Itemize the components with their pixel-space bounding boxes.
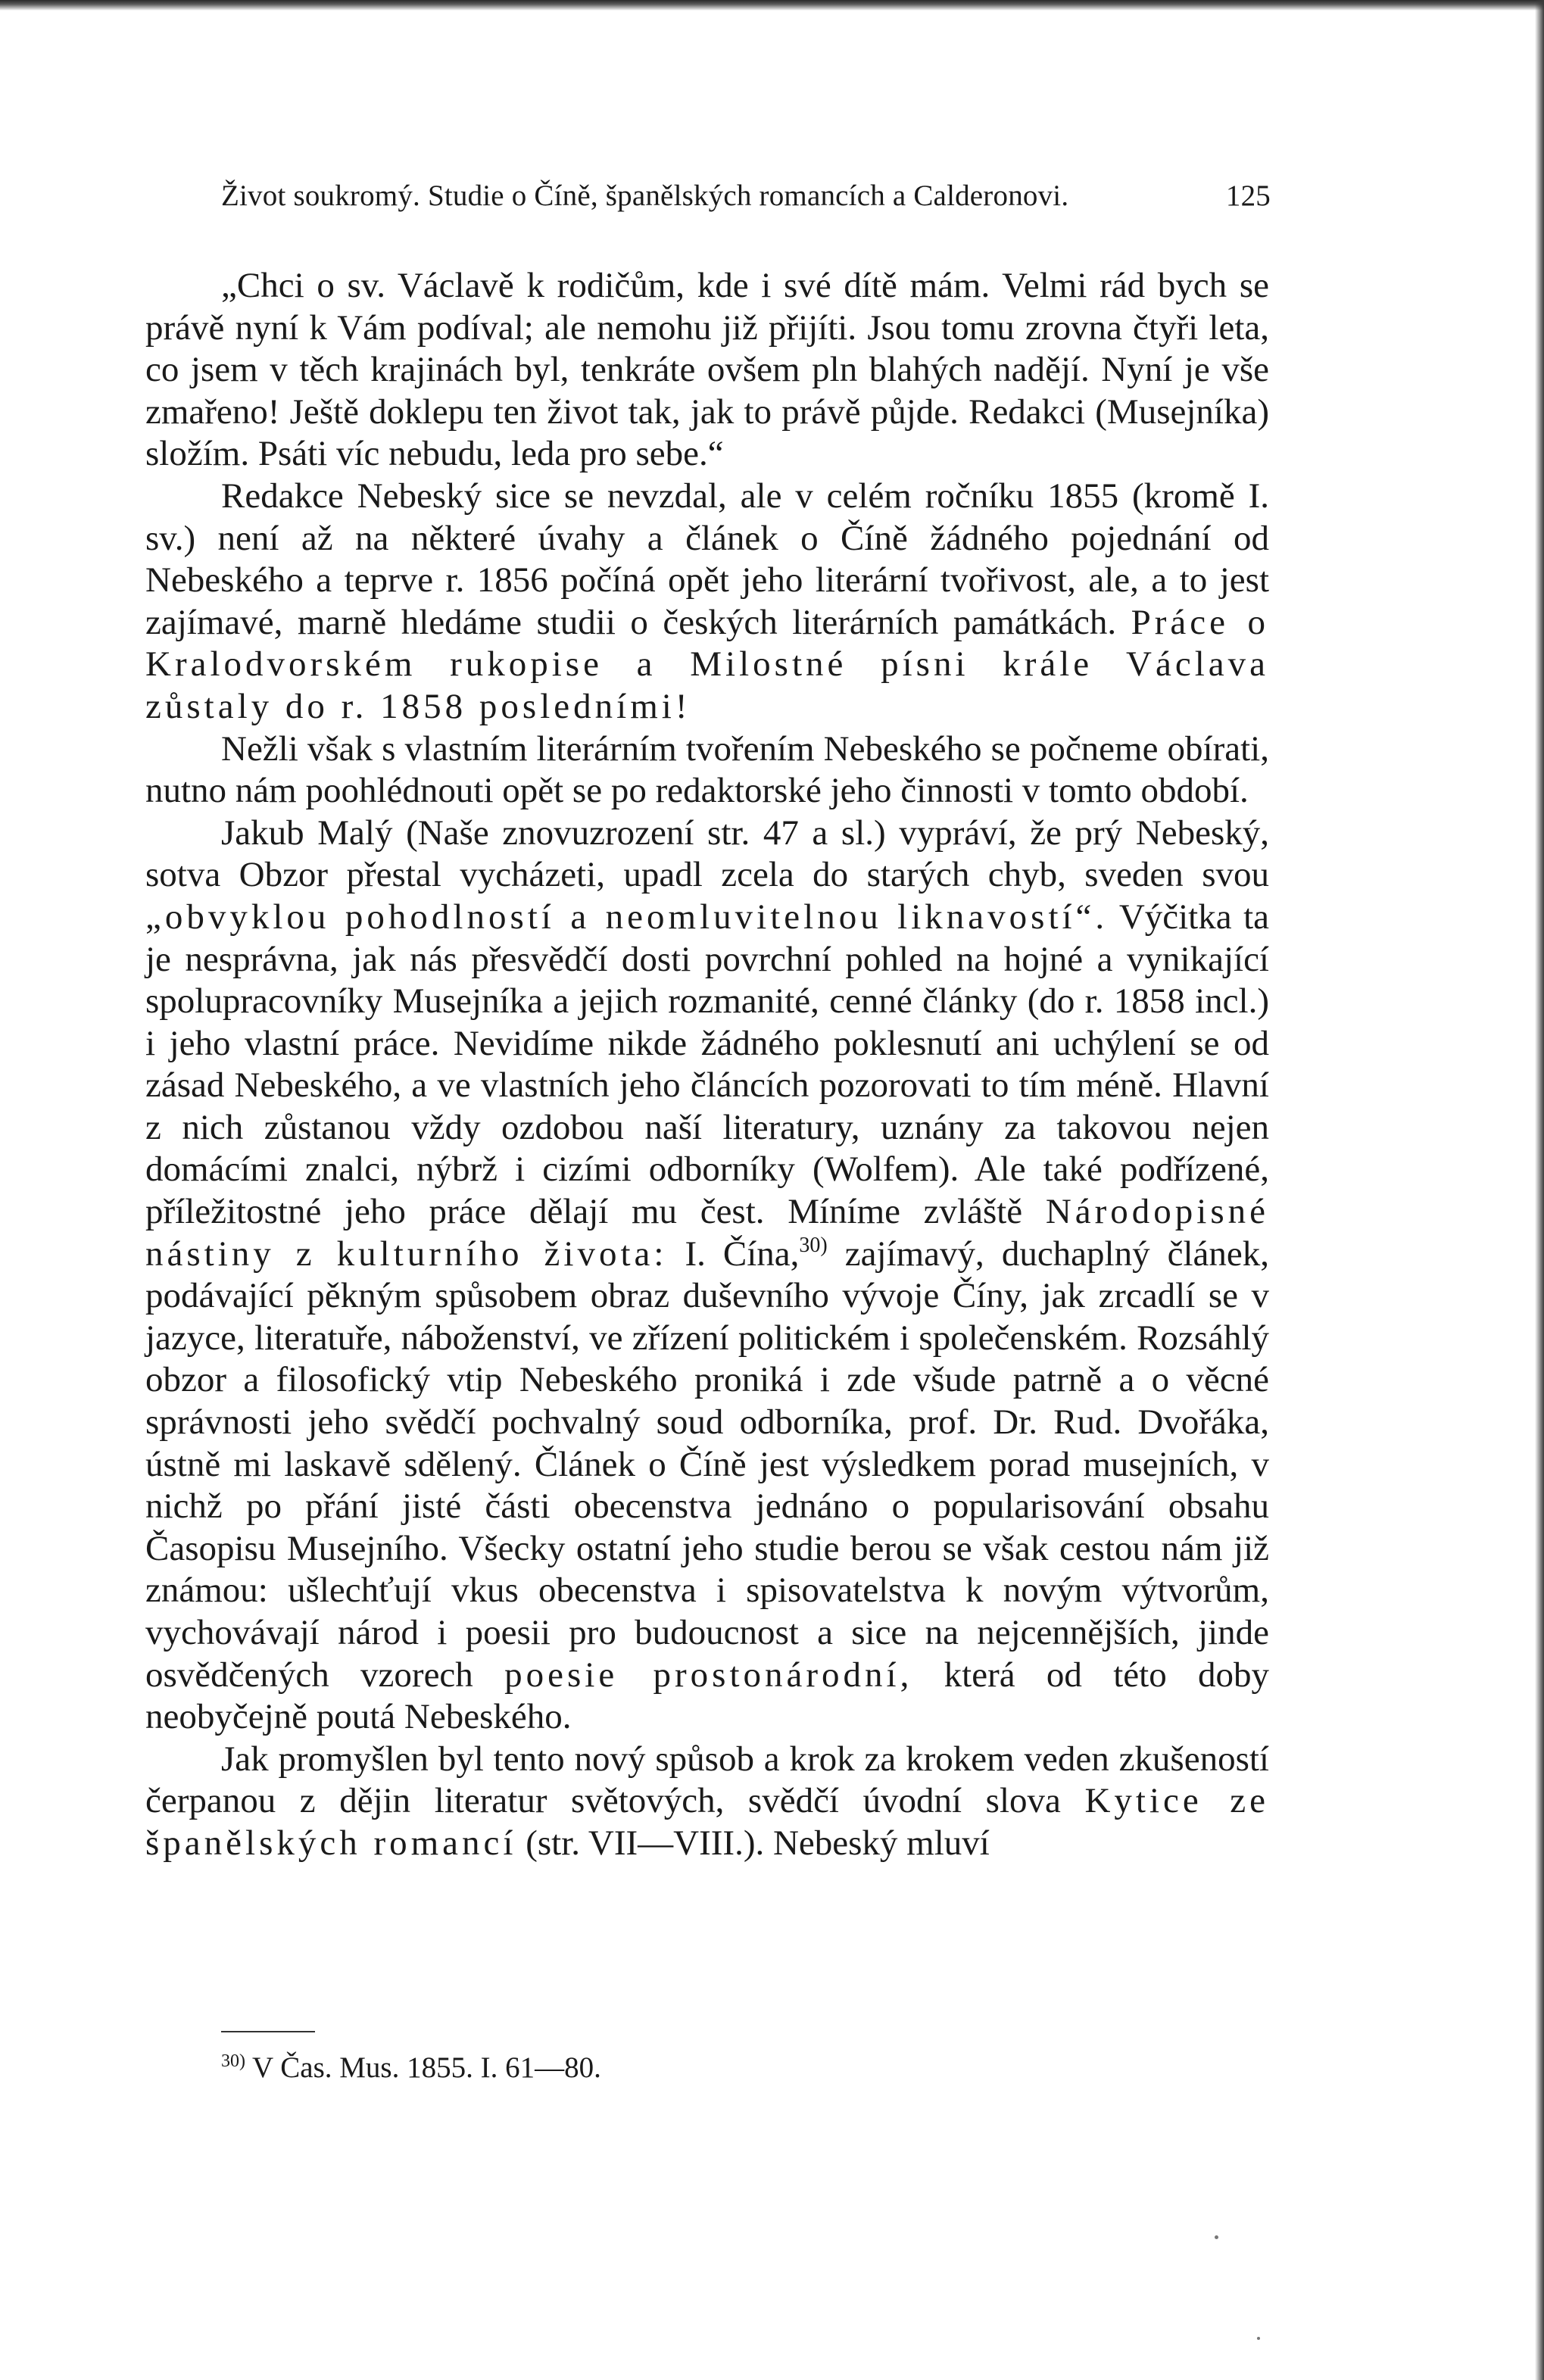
paragraph-jak — [145, 1739, 1269, 1865]
scan-speck — [1257, 2337, 1260, 2340]
spaced-emphasis: Národopisné nástiny z kulturního života: — [145, 1192, 1270, 1274]
paragraph-maly — [145, 813, 1269, 1739]
footnote-marker: 30) — [221, 2051, 245, 2071]
spaced-emphasis: poesie prostonárodní, — [504, 1655, 913, 1695]
scan-speck — [1215, 2235, 1218, 2239]
paragraph-text: zajímavý, duchaplný článek, podávající pěkným spůsobem obraz duševního vývoje Číny, jak zrcadlí se v jazyce, literatuře, náboženství, ve zřízení politickém i společenském. Rozsáhlý obzor a filosofický vtip Nebeského proniká i zde všude patrně a o věcné správnosti jeho svědčí pochvalný soud odborníka, prof. Dr. Rud. Dvořáka, ústně mi laskavě sdělený. Článek o Číně jest výsledkem porad musejních, v nichž po přání jisté části obecenstva jednáno o popularisování obsahu Časopisu Musejního. Všecky ostatní jeho studie berou se však cestou nám již známou: ušlechťují vkus obecenstva i spisovatelstva k novým výtvorům, vychovávají národ i poesii pro budoucnost a sice na nejcennějších, jinde osvědčených vzorech — [145, 1234, 1270, 1695]
quote-text: „Chci o sv. Václavě k rodičům, kde i své dítě mám. Velmi rád bych se právě nyní k Vám podíval; ale nemohu již přijíti. Jsou tomu zrovna čtyři leta, co jsem v těch krajinách byl, tenkráte ovšem pln blahých nadějí. Nyní je vše zmařeno! Ještě doklepu ten život tak, jak to právě půjde. Redakci (Musejníka) složím. Psáti víc nebudu, leda pro sebe.“ — [145, 266, 1269, 474]
paragraph-text: (str. VII—VIII.). Nebeský mluví — [526, 1823, 990, 1863]
spaced-emphasis: „obvyklou pohodlností a neomluvitelnou liknavostí“. — [145, 897, 1109, 937]
paragraph-redakce — [145, 476, 1269, 728]
paragraph-text: Výčitka ta je nesprávna, jak nás přesvědčí dosti povrchní pohled na hojné a vynikající spolupracovníky Musejníka a jejich rozmanité, cenné články (do r. 1858 incl.) i jeho vlastní práce. Nevidíme nikde žádného poklesnutí ani uchýlení se od zásad Nebeského, a ve vlastních jeho článcích pozorovati to tím méně. Hlavní z nich zůstanou vždy ozdobou naší literatury, uznány za takovou nejen domácími znalci, nýbrž i cizími odborníky (Wolfem). Ale také podřízené, příležitostné jeho práce dělají mu čest. Míníme zvláště — [145, 897, 1269, 1232]
spaced-emphasis: Práce o Kralodvorském rukopise a Milostné písni krále Václava zůstaly do r. 1858 posledními! — [145, 602, 1269, 726]
spaced-emphasis: Kytice ze španělských romancí — [145, 1781, 1269, 1863]
scan-edge-right — [1535, 0, 1544, 2380]
paragraph-text: I. Čína, — [685, 1234, 800, 1274]
paragraph-text: která od této doby neobyčejně poutá Nebeského. — [145, 1655, 1270, 1737]
paragraph-quote — [145, 265, 1269, 476]
paragraph-text: Jak promyšlen byl tento nový spůsob a krok za krokem veden zkušeností čerpanou z dějin literatur světových, svědčí úvodní slova — [145, 1739, 1269, 1821]
running-header — [145, 174, 1269, 227]
running-title: Život soukromý. Studie o Číně, španělských romancích a Calderonovi. — [221, 179, 1069, 212]
paragraph-text: Redakce Nebeský sice se nevzdal, ale v celém ročníku 1855 (kromě I. sv.) není až na některé úvahy a článek o Číně žádného pojednání od Nebeského a teprve r. 1856 počíná opět jeho literární tvořivost, ale, a to jest zajímavé, marně hledáme studii o českých literárních památkách. — [145, 476, 1269, 642]
paragraph-text: Jakub Malý (Naše znovuzrození str. 47 a sl.) vypráví, že prý Nebeský, sotva Obzor přestal vycházeti, upadl zcela do starých chyb, sveden svou — [145, 813, 1269, 895]
footnote — [221, 2051, 601, 2085]
paragraph-nezli — [145, 728, 1269, 813]
paragraph-text: Nežli však s vlastním literárním tvořením Nebeského se počneme obírati, nutno nám poohlédnouti opět se po redaktorské jeho činnosti v tomto období. — [145, 728, 1269, 811]
body-text — [145, 265, 1269, 1865]
page-number: 125 — [1225, 179, 1271, 212]
footnote-text: V Čas. Mus. 1855. I. 61—80. — [252, 2051, 601, 2084]
footnote-rule — [221, 2031, 315, 2032]
scan-edge-top — [0, 0, 1544, 11]
footnote-ref[interactable]: 30) — [799, 1233, 828, 1257]
page — [145, 174, 1271, 2084]
